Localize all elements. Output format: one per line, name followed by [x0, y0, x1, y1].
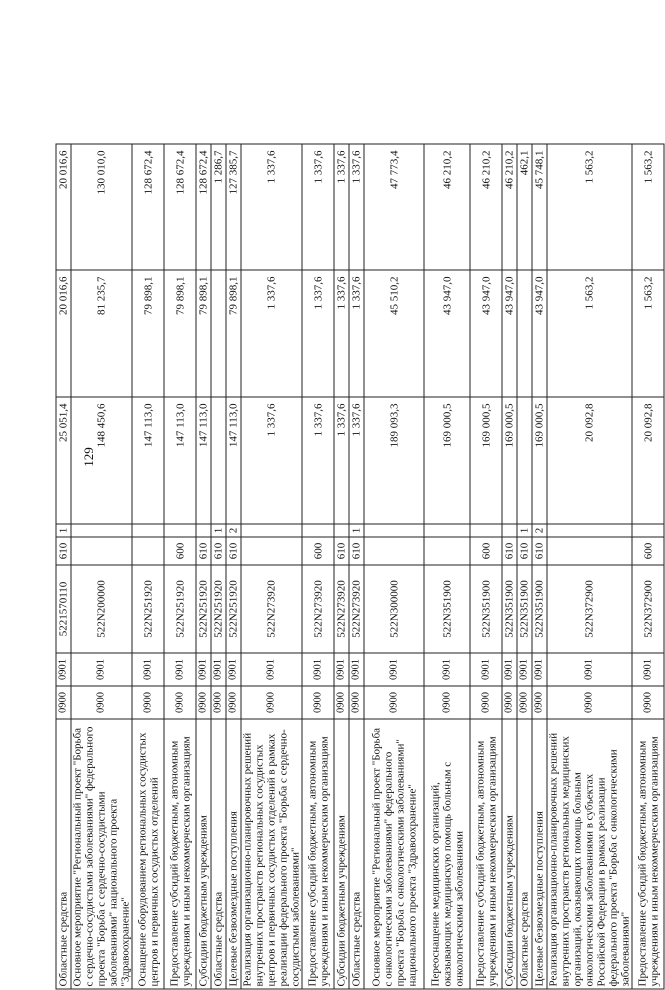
- subsection-code: 0901: [349, 653, 364, 686]
- table-row: [424, 144, 470, 989]
- expense-type-code: 610: [196, 537, 211, 565]
- expense-type-code: 610: [532, 537, 547, 565]
- expense-type-code: [241, 537, 302, 565]
- target-article-code: 522N351900: [517, 565, 532, 653]
- section-code: 0900: [56, 686, 71, 719]
- amount-year-2: 43 947,0: [532, 270, 547, 397]
- target-article-code: 522N251920: [226, 565, 241, 653]
- subsection-code: 0901: [164, 653, 196, 686]
- amount-year-2: [517, 270, 532, 397]
- row-name: Областные средства: [517, 719, 532, 989]
- amount-year-1: 147 113,0: [196, 397, 211, 524]
- source-code: [334, 524, 349, 537]
- target-article-code: 522N351900: [424, 565, 470, 653]
- target-article-code: 522N273920: [349, 565, 364, 653]
- amount-year-2: 43 947,0: [502, 270, 517, 397]
- section-code: 0900: [349, 686, 364, 719]
- expense-type-code: 610: [211, 537, 226, 565]
- budget-table-body: [56, 144, 664, 989]
- target-article-code: 522N351900: [532, 565, 547, 653]
- amount-year-2: 1 337,6: [334, 270, 349, 397]
- amount-year-3: 128 672,4: [164, 144, 196, 270]
- amount-year-1: 169 000,5: [532, 397, 547, 524]
- subsection-code: 0901: [226, 653, 241, 686]
- table-row: [470, 144, 502, 989]
- expense-type-code: 600: [470, 537, 502, 565]
- source-code: [632, 524, 664, 537]
- expense-type-code: 600: [164, 537, 196, 565]
- amount-year-2: 1 337,6: [241, 270, 302, 397]
- subsection-code: 0901: [56, 653, 71, 686]
- expense-type-code: 610: [502, 537, 517, 565]
- page-number: 129: [81, 447, 96, 467]
- source-code: 1: [56, 524, 71, 537]
- amount-year-2: 79 898,1: [196, 270, 211, 397]
- subsection-code: 0901: [632, 653, 664, 686]
- amount-year-1: 1 337,6: [334, 397, 349, 524]
- amount-year-1: 169 000,5: [470, 397, 502, 524]
- section-code: 0900: [211, 686, 226, 719]
- amount-year-3: 1 337,6: [349, 144, 364, 270]
- table-row: [196, 144, 211, 989]
- amount-year-2: 1 337,6: [302, 270, 334, 397]
- amount-year-3: 46 210,2: [502, 144, 517, 270]
- amount-year-1: 147 113,0: [226, 397, 241, 524]
- amount-year-2: 1 337,6: [349, 270, 364, 397]
- subsection-code: 0901: [502, 653, 517, 686]
- table-row: [349, 144, 364, 989]
- subsection-code: 0901: [470, 653, 502, 686]
- amount-year-1: 20 092,8: [632, 397, 664, 524]
- target-article-code: 522N351900: [502, 565, 517, 653]
- source-code: [502, 524, 517, 537]
- amount-year-3: 128 672,4: [132, 144, 164, 270]
- row-name: Предоставление субсидий бюджетным, автономным учреждениям и иным некоммерческим организациям: [164, 719, 196, 989]
- subsection-code: 0901: [71, 653, 132, 686]
- expense-type-code: 610: [226, 537, 241, 565]
- section-code: 0900: [164, 686, 196, 719]
- section-code: 0900: [196, 686, 211, 719]
- source-code: [241, 524, 302, 537]
- expense-type-code: 610: [517, 537, 532, 565]
- table-row: [71, 144, 132, 989]
- source-code: 2: [532, 524, 547, 537]
- section-code: 0900: [71, 686, 132, 719]
- target-article-code: 522N251920: [132, 565, 164, 653]
- row-name: Предоставление субсидий бюджетным, автономным учреждениям и иным некоммерческим организациям: [470, 719, 502, 989]
- target-article-code: 522N372900: [547, 565, 632, 653]
- row-name: Областные средства: [56, 719, 71, 989]
- source-code: [196, 524, 211, 537]
- amount-year-3: 46 210,2: [470, 144, 502, 270]
- source-code: [424, 524, 470, 537]
- amount-year-2: [211, 270, 226, 397]
- amount-year-2: 79 898,1: [164, 270, 196, 397]
- section-code: 0900: [364, 686, 424, 719]
- row-name: Основное мероприятие "Региональный проект "Борьба с сердечно-сосудистыми заболеваниями" федерального проекта "Борьба с сердечно-сосудистыми заболеваниями" национального проекта "Здравоохранение": [71, 719, 132, 989]
- amount-year-1: 148 450,6: [71, 397, 132, 524]
- amount-year-2: 81 235,7: [71, 270, 132, 397]
- row-name: Субсидии бюджетным учреждениям: [196, 719, 211, 989]
- subsection-code: 0901: [532, 653, 547, 686]
- table-row: [56, 144, 71, 989]
- expense-type-code: 600: [632, 537, 664, 565]
- section-code: 0900: [226, 686, 241, 719]
- section-code: 0900: [470, 686, 502, 719]
- amount-year-1: 169 000,5: [424, 397, 470, 524]
- source-code: [302, 524, 334, 537]
- table-row: [502, 144, 517, 989]
- source-code: 1: [349, 524, 364, 537]
- source-code: [164, 524, 196, 537]
- target-article-code: 522N351900: [470, 565, 502, 653]
- section-code: 0900: [241, 686, 302, 719]
- target-article-code: 522N200000: [71, 565, 132, 653]
- table-row: [517, 144, 532, 989]
- row-name: Реализация организационно-планировочных решений внутренних пространств региональных медицинских организаций, оказывающих помощь больным онкологическими заболеваниями в субъектах Российской Федерации в рамках реализации федерального проекта "Борьба с онкологическими заболеваниями": [547, 719, 632, 989]
- row-name: Предоставление субсидий бюджетным, автономным учреждениям и иным некоммерческим организациям: [302, 719, 334, 989]
- expense-type-code: 610: [349, 537, 364, 565]
- source-code: [132, 524, 164, 537]
- amount-year-3: 1 286,7: [211, 144, 226, 270]
- amount-year-3: 1 337,6: [241, 144, 302, 270]
- table-row: [364, 144, 424, 989]
- amount-year-3: 47 773,4: [364, 144, 424, 270]
- row-name: Областные средства: [349, 719, 364, 989]
- amount-year-3: 20 016,6: [56, 144, 71, 270]
- source-code: 2: [226, 524, 241, 537]
- amount-year-3: 1 337,6: [302, 144, 334, 270]
- subsection-code: 0901: [517, 653, 532, 686]
- amount-year-3: 45 748,1: [532, 144, 547, 270]
- row-name: Субсидии бюджетным учреждениям: [502, 719, 517, 989]
- target-article-code: 5221570110: [56, 565, 71, 653]
- expense-type-code: 610: [334, 537, 349, 565]
- source-code: [547, 524, 632, 537]
- expense-type-code: [364, 537, 424, 565]
- amount-year-3: 46 210,2: [424, 144, 470, 270]
- amount-year-3: 128 672,4: [196, 144, 211, 270]
- target-article-code: 522N273920: [302, 565, 334, 653]
- amount-year-1: 147 113,0: [132, 397, 164, 524]
- table-row: [132, 144, 164, 989]
- subsection-code: 0901: [132, 653, 164, 686]
- source-code: 1: [211, 524, 226, 537]
- section-code: 0900: [302, 686, 334, 719]
- target-article-code: 522N251920: [164, 565, 196, 653]
- section-code: 0900: [334, 686, 349, 719]
- table-row: [632, 144, 664, 989]
- amount-year-2: 79 898,1: [226, 270, 241, 397]
- amount-year-3: 127 385,7: [226, 144, 241, 270]
- amount-year-2: 1 563,2: [632, 270, 664, 397]
- table-row: [302, 144, 334, 989]
- row-name: Субсидии бюджетным учреждениям: [334, 719, 349, 989]
- amount-year-3: 1 337,6: [334, 144, 349, 270]
- table-row: [164, 144, 196, 989]
- target-article-code: 522N372900: [632, 565, 664, 653]
- row-name: Реализация организационно-планировочных решений внутренних пространств региональных сосудистых центров и первичных сосудистых отделений в рамках реализации федерального проекта "Борьба с сердечно-сосудистыми заболеваниями": [241, 719, 302, 989]
- row-name: Целевые безвозмездные поступления: [532, 719, 547, 989]
- amount-year-2: 45 510,2: [364, 270, 424, 397]
- target-article-code: 522N273920: [334, 565, 349, 653]
- row-name: Оснащение оборудованием региональных сосудистых центров и первичных сосудистых отделений: [132, 719, 164, 989]
- expense-type-code: 600: [302, 537, 334, 565]
- budget-table: [56, 144, 665, 990]
- subsection-code: 0901: [334, 653, 349, 686]
- amount-year-3: 130 010,0: [71, 144, 132, 270]
- amount-year-2: 43 947,0: [424, 270, 470, 397]
- budget-table-rotated: [56, 145, 660, 990]
- section-code: 0900: [132, 686, 164, 719]
- section-code: 0900: [632, 686, 664, 719]
- row-name: Областные средства: [211, 719, 226, 989]
- source-code: [364, 524, 424, 537]
- amount-year-2: 79 898,1: [132, 270, 164, 397]
- subsection-code: 0901: [211, 653, 226, 686]
- row-name: Предоставление субсидий бюджетным, автономным учреждениям и иным некоммерческим организациям: [632, 719, 664, 989]
- amount-year-3: 462,1: [517, 144, 532, 270]
- subsection-code: 0901: [241, 653, 302, 686]
- amount-year-2: 20 016,6: [56, 270, 71, 397]
- section-code: 0900: [517, 686, 532, 719]
- amount-year-1: [211, 397, 226, 524]
- amount-year-1: 25 051,4: [56, 397, 71, 524]
- subsection-code: 0901: [364, 653, 424, 686]
- target-article-code: 522N251920: [211, 565, 226, 653]
- table-row: [241, 144, 302, 989]
- row-name: Переоснащение медицинских организаций, оказывающих медицинскую помощь больным с онкологическими заболеваниями: [424, 719, 470, 989]
- section-code: 0900: [424, 686, 470, 719]
- table-row: [211, 144, 226, 989]
- target-article-code: 522N251920: [196, 565, 211, 653]
- expense-type-code: [547, 537, 632, 565]
- subsection-code: 0901: [547, 653, 632, 686]
- section-code: 0900: [502, 686, 517, 719]
- amount-year-2: 43 947,0: [470, 270, 502, 397]
- target-article-code: 522N300000: [364, 565, 424, 653]
- source-code: [470, 524, 502, 537]
- amount-year-1: 1 337,6: [241, 397, 302, 524]
- target-article-code: 522N273920: [241, 565, 302, 653]
- amount-year-1: [517, 397, 532, 524]
- amount-year-1: 189 093,3: [364, 397, 424, 524]
- section-code: 0900: [532, 686, 547, 719]
- table-row: [226, 144, 241, 989]
- subsection-code: 0901: [196, 653, 211, 686]
- table-row: [532, 144, 547, 989]
- amount-year-2: 1 563,2: [547, 270, 632, 397]
- row-name: Основное мероприятие "Региональный проект "Борьба с онкологическими заболеваниями" федерального проекта "Борьба с онкологическими заболеваниями" национального проекта "Здравоохранение": [364, 719, 424, 989]
- amount-year-1: 1 337,6: [302, 397, 334, 524]
- table-row: [334, 144, 349, 989]
- amount-year-1: 20 092,8: [547, 397, 632, 524]
- amount-year-3: 1 563,2: [632, 144, 664, 270]
- expense-type-code: [71, 537, 132, 565]
- subsection-code: 0901: [302, 653, 334, 686]
- expense-type-code: 610: [56, 537, 71, 565]
- amount-year-3: 1 563,2: [547, 144, 632, 270]
- expense-type-code: [132, 537, 164, 565]
- table-row: [547, 144, 632, 989]
- section-code: 0900: [547, 686, 632, 719]
- amount-year-1: 147 113,0: [164, 397, 196, 524]
- subsection-code: 0901: [424, 653, 470, 686]
- row-name: Целевые безвозмездные поступления: [226, 719, 241, 989]
- source-code: 1: [517, 524, 532, 537]
- source-code: [71, 524, 132, 537]
- amount-year-1: 169 000,5: [502, 397, 517, 524]
- expense-type-code: [424, 537, 470, 565]
- amount-year-1: 1 337,6: [349, 397, 364, 524]
